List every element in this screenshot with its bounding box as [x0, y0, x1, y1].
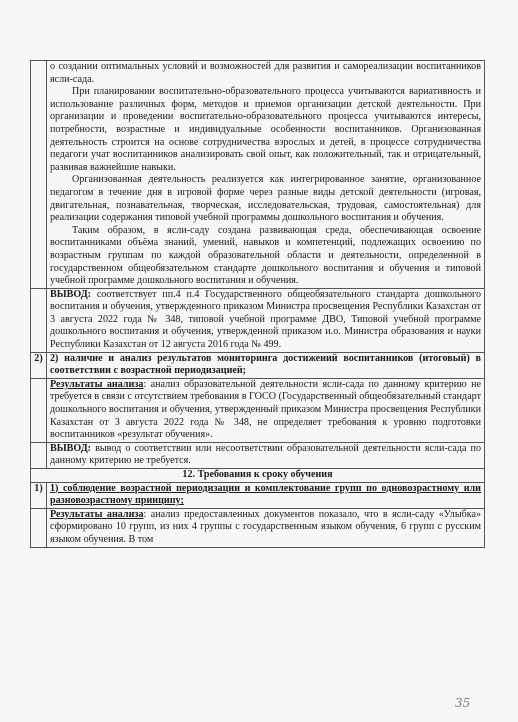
conclusion-label: ВЫВОД: — [50, 442, 92, 454]
results-label: Результаты анализа — [50, 378, 144, 390]
row-number-cell — [31, 61, 47, 289]
table-row — [31, 482, 485, 508]
paragraph: Таким образом, в ясли-саду создана развивающая среда, обеспечивающая освоение воспитанниками объёма знаний, умений, навыков и компетенций, подлежащих освоению по возрастным группам по каждой образовательной области и деятельности, определенной в государственном общеобязательном стандарте дошкольного воспитания и обучения и типовой учебной программе дошкольного воспитания и обучения. — [50, 224, 481, 287]
conclusion-cell — [47, 288, 485, 352]
row-number-cell — [31, 442, 47, 468]
conclusion-text: вывод о соответствии или несоответствии образовательной деятельности ясли-сада по данному критерию не требуется. — [50, 442, 481, 467]
table-row — [31, 378, 485, 442]
table-row — [31, 61, 485, 289]
table-row — [31, 442, 485, 468]
table-row — [31, 288, 485, 352]
section-heading: 12. Требования к сроку обучения — [31, 469, 485, 483]
paragraph: Организованная деятельность реализуется как интегрированное занятие, организованное педагогом в течение дня в игровой форме через разные виды детской деятельности (игровая, двигательная, познавательная, творческая, исследовательская, трудовая, самостоятельная) для реализации содержания типовой учебной программы дошкольного воспитания и обучения. — [50, 174, 481, 224]
intro-cell — [47, 61, 485, 289]
table-row — [31, 469, 485, 483]
report-table — [30, 60, 485, 548]
row-number: 2) — [31, 352, 47, 378]
conclusion-label: ВЫВОД: — [50, 288, 92, 300]
paragraph: о создании оптимальных условий и возможностей для развития и самореализации воспитанников ясли-сада. — [50, 61, 481, 85]
row-number-cell — [31, 378, 47, 442]
results-text: : анализ образовательной деятельности ясли-сада по данному критерию не требуется в связи с отсутствием требования в ГОСО (Государственный общеобязательный стандарт дошкольного воспитания и обучения, утвержденный приказом Министра просвещения Республики Казахстан от 3 августа 2022 года № 348, не определяет требования к уровню подготовки воспитанников «результат обучения». — [50, 378, 482, 441]
table-row — [31, 508, 485, 547]
results-cell — [47, 378, 485, 442]
conclusion-cell — [47, 442, 485, 468]
results-label: Результаты анализа — [50, 508, 144, 520]
criterion-title: 2) наличие и анализ результатов мониторинга достижений воспитанников (итоговый) в соответствии с возрастной периодизацией; — [47, 352, 485, 378]
criterion-title: 1) соблюдение возрастной периодизации и комплектование групп по одновозрастному или разновозрастному принципу; — [47, 482, 485, 508]
table-row — [31, 352, 485, 378]
results-cell — [47, 508, 485, 547]
paragraph: При планировании воспитательно-образовательного процесса учитываются вариативность и использование различных форм, методов и приемов организации детской деятельности. При организации и проведении воспитательно-образовательного процесса учитываются интересы, потребности, возрастные и индивидуальные особенности воспитанников. Организованная деятельность строится на основе сотрудничества взрослых и детей, в процессе сотрудничества педагоги учат воспитанников анализировать свой опыт, как положительный, так и отрицательный, развивая важнейшие навыки. — [50, 86, 481, 173]
results-text: : анализ предоставленных документов показало, что в ясли-саду «Улыбка» сформировано 10 групп, из них 4 группы с государственным языком обучения, 6 групп с русским языком обучения. В том — [50, 508, 482, 545]
conclusion-text: соответствует пп.4 п.4 Государственного общеобязательного стандарта дошкольного воспитания и обучения, утвержденного приказом Министра просвещения Республики Казахстан от 3 августа 2022 года № 348, типовой учебной программе ДВО, Типовой учебной программе дошкольного воспитания и обучения, утвержденной приказом и.о. Министра образования и науки Республики Казахстан от 12 августа 2016 года № 499. — [50, 288, 481, 351]
row-number: 1) — [31, 482, 47, 508]
handwritten-page-mark: 35 — [455, 696, 471, 710]
row-number-cell — [31, 508, 47, 547]
row-number-cell — [31, 288, 47, 352]
